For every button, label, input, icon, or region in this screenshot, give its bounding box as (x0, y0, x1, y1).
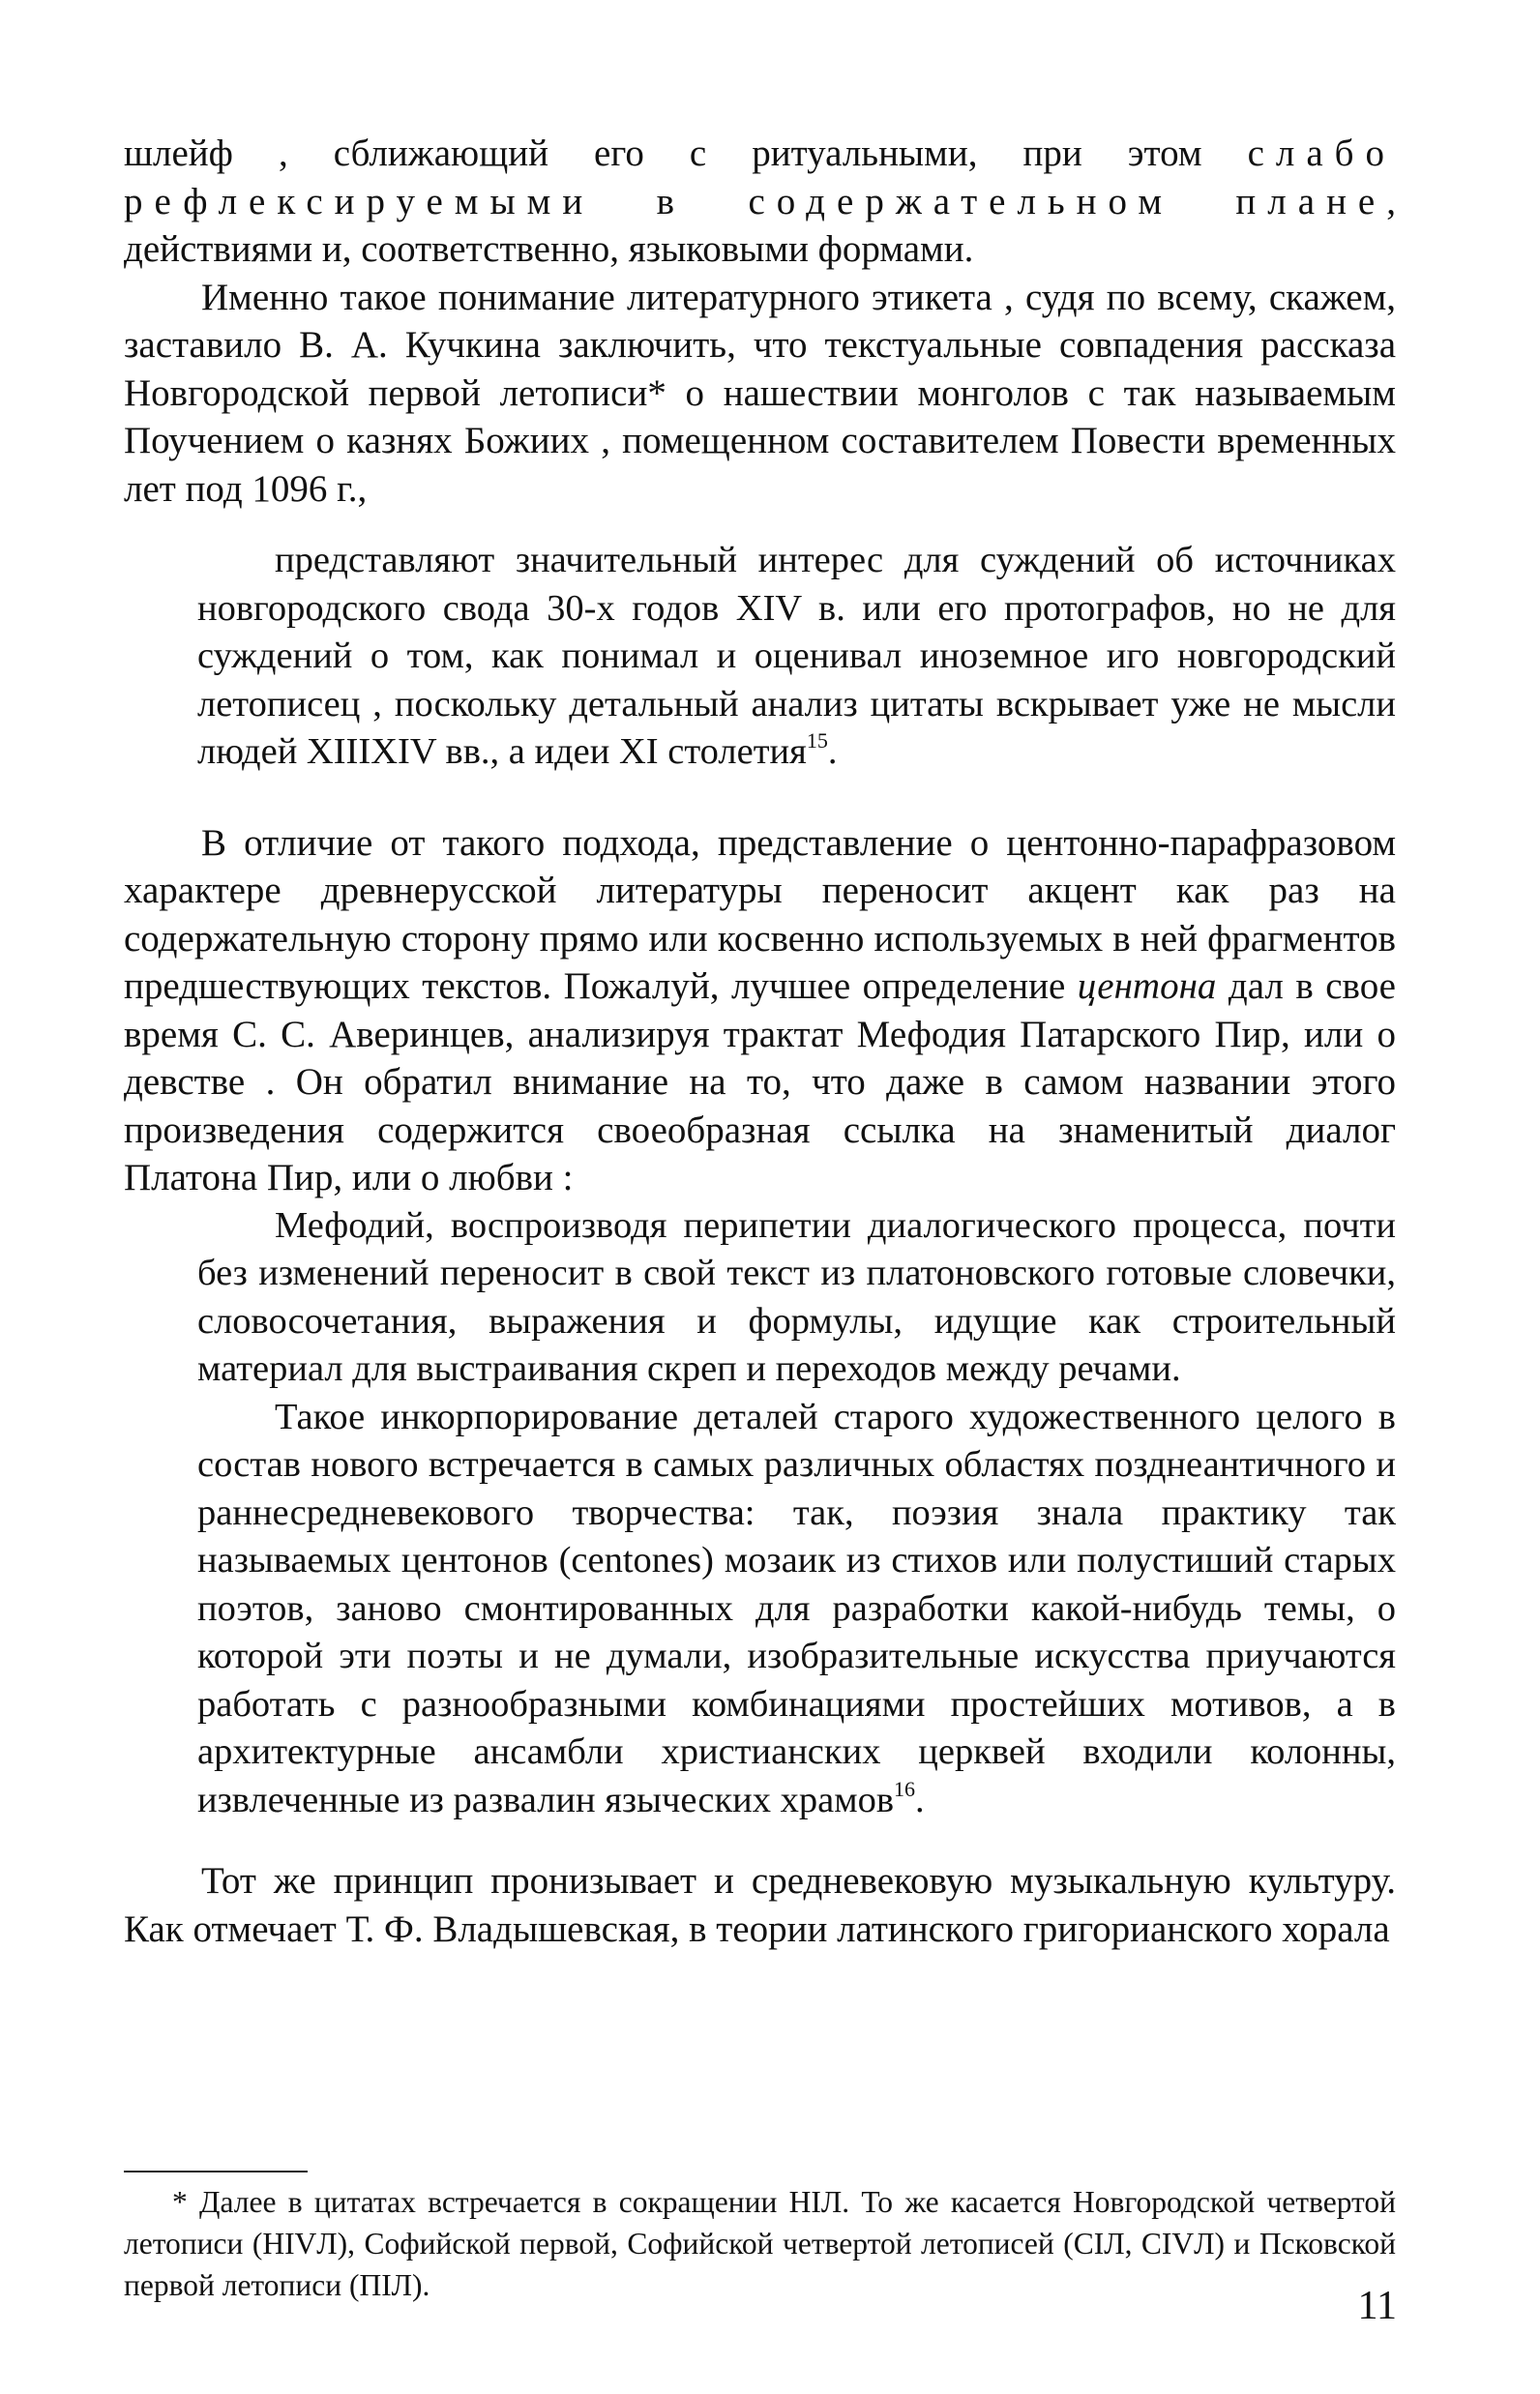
quote-2-end: . (915, 1779, 925, 1820)
p1-text-a: шлейф , сближающий его с ритуальными, при этом (124, 133, 1248, 174)
footnote-divider (124, 2171, 308, 2172)
paragraph-2: Именно такое понимание литературного этикета , судя по всему, скажем, заставило В. А. Кучкина заключить, что текстуальные совпадения рассказа Новгородской первой летописи* о нашествии монголов с так называемым Поучением о казнях Божиих , помещенном составителем Повести временных лет под 1096 г., (124, 276, 1396, 510)
footnote: * Далее в цитатах встречается в сокращении НIЛ. То же касается Новгородской четвертой летописи (НIVЛ), Софийской первой, Софийской четвертой летописей (СIЛ, СIVЛ) и Псковской первой летописи (ПIЛ). (124, 2185, 1396, 2302)
quote-2-text: Такое инкорпорирование деталей старого художественного целого в состав нового встречается в самых различных областях позднеантичного и раннесредневекового творчества: так, поэзия знала практику так называемых центонов (centones) мозаик из стихов или полустиший старых поэтов, заново смонтированных для разработки какой-нибудь темы, о которой эти поэты и не думали, изобразительные искусства приучаются работать с разнообразными комбинациями простейших мотивов, а в архитектурные ансамбли христианских церквей входили колонны, извлеченные из развалин языческих храмов (197, 1396, 1396, 1820)
block-quote-1 (197, 537, 1396, 781)
p3-italic-term: центона (1077, 965, 1217, 1007)
quote-2-paragraph-1: Мефодий, воспроизводя перипетии диалогического процесса, почти без изменений переносит в свой текст из платоновского готовые словечки, словосочетания, выражения и формулы, идущие как строительный материал для выстраивания скреп и переходов между речами. (197, 1204, 1396, 1389)
quote-2-paragraph-2 (197, 1394, 1396, 1829)
quote-1-end: . (827, 731, 838, 772)
footnote-ref-16: 16 (894, 1776, 916, 1801)
p3-text-b: дал в свое время С. С. Аверинцев, анализируя трактат Мефодия Патарского Пир, или о девстве . Он обратил внимание на то, что даже в самом названии этого произведения содержится своеобразная ссылка на знаменитый диалог Платона Пир, или о любви : (124, 965, 1396, 1198)
p1-spaced-text: слабо рефлексируемыми в содержательном плане (124, 133, 1396, 222)
footnote-ref-15: 15 (806, 728, 828, 753)
page-body (124, 130, 1396, 1953)
paragraph-4: Тот же принцип пронизывает и средневековую музыкальную культуру. Как отмечает Т. Ф. Владышевская, в теории латинского григорианского хорала (124, 1860, 1396, 1950)
paragraph-3 (124, 819, 1396, 1202)
p1-text-b: , действиями и, соответственно, языковыми формами. (124, 180, 1396, 270)
page-number: 11 (1357, 2284, 1397, 2328)
quote-1-text: представляют значительный интерес для суждений об источниках новгородского свода 30-х годов XIV в. или его протографов, но не для суждений о том, как понимал и оценивал иноземное иго новгородский летописец , поскольку детальный анализ цитаты вскрывает уже не мысли людей XIIIXIV вв., а идеи XI столетия (197, 540, 1396, 772)
paragraph-1 (124, 130, 1396, 274)
p3-text-a: В отличие от такого подхода, представление о центонно-парафразовом характере древнерусской литературы переносит акцент как раз на содержательную сторону прямо или косвенно используемых в ней фрагментов предшествующих текстов. Пожалуй, лучшее определение (124, 821, 1396, 1007)
block-quote-2 (197, 1202, 1396, 1829)
quote-1-paragraph (197, 537, 1396, 781)
